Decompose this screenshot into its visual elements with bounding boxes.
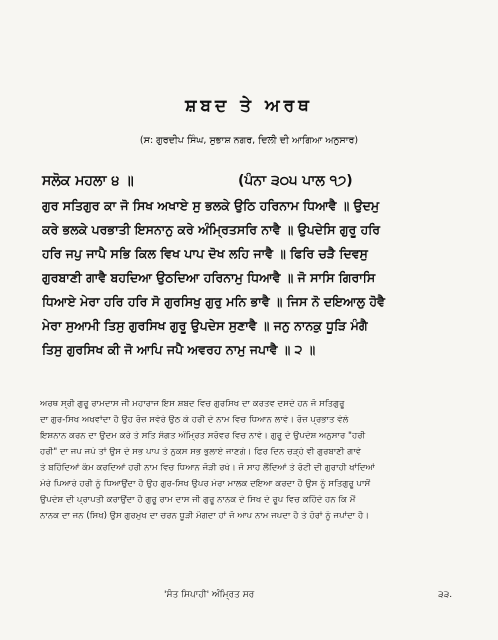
verse-line: ਕਰੇ ਭਲਕੇ ਪਰਭਾਤੀ ਇਸਨਾਨੁ ਕਰੇ ਅੰਮ੍ਰਿਤਸਰਿ ਨਾਵੈ ॥ ਉਪਦੇਸਿ ਗੁਰੂ ਹਰਿ (42, 222, 381, 237)
salok-header (42, 173, 462, 195)
meaning-line: ਮੇਰੇ ਪਿਆਰੇ ਹਰੀ ਨੂੰ ਧਿਆਉਂਦਾ ਹੈ ਉਹ ਗੁਰ-ਸਿਖ ਉਪਰ ਮੇਰਾ ਮਾਲਕ ਦਇਆ ਕਰਦਾ ਹੈ ਉਸ ਨੂੰ ਸਤਿਗੁਰੂ ਪਾਸੋਂ (40, 479, 371, 489)
verse-line: ਮੇਰਾ ਸੁਆਮੀ ਤਿਸੁ ਗੁਰਸਿਖ ਗੁਰੂ ਉਪਦੇਸ ਸੁਣਾਵੈ ॥ ਜਨੁ ਨਾਨਕੁ ਧੂੜਿ ਮੰਗੈ (42, 318, 368, 333)
page-number: ੩੩. (438, 590, 453, 600)
publication-footer: 'ਸੰਤ ਸਿਪਾਹੀ' ਅੰਮ੍ਰਿਤ ਸਰ (164, 590, 255, 600)
verse-line: ਗੁਰਬਾਣੀ ਗਾਵੈ ਬਹਦਿਆ ਉਠਦਿਆ ਹਰਿਨਾਮੁ ਧਿਆਵੈ ॥ ਜੋ ਸਾਸਿ ਗਿਰਾਸਿ (42, 270, 376, 285)
verse-line: ਗੁਰ ਸਤਿਗੁਰ ਕਾ ਜੋ ਸਿਖ ਅਖਾਏ ਸੁ ਭਲਕੇ ਉਠਿ ਹਰਿਨਾਮ ਧਿਆਵੈ ॥ ਉਦਮੁ (42, 198, 380, 213)
salok-label: ਸਲੋਕ ਮਹਲਾ ੪ ॥ (42, 173, 134, 189)
page-subtitle: (ਸ: ਗੁਰਦੀਪ ਸਿੰਘ, ਸੁਭਾਸ਼ ਨਗਰ, ਦਿਲੀ ਦੀ ਆਗਿਆ ਅਨੁਸਾਰ) (139, 135, 359, 146)
verse-line: ਤਿਸੁ ਗੁਰਸਿਖ ਕੀ ਜੋ ਆਪਿ ਜਪੈ ਅਵਰਹ ਨਾਮੁ ਜਪਾਵੈ ॥ ੨ ॥ (42, 342, 316, 357)
meaning-line: ਨਾਨਕ ਦਾ ਜਨ (ਸਿਖ) ਉਸ ਗੁਰਮੁਖ ਦਾ ਚਰਨ ਧੂੜੀ ਮੰਗਦਾ ਹਾਂ ਜੋ ਆਪ ਨਾਮ ਜਪਦਾ ਹੈ ਤੇ ਹੋਰਾਂ ਨੂੰ ਜਪਾਂਦਾ ਹੈ। (40, 511, 370, 521)
meaning-line: ਤੇ ਬਹਿੰਦਿਆਂ ਕੰਮ ਕਰਦਿਆਂ ਹਰੀ ਨਾਮ ਵਿਚ ਧਿਆਨ ਜੋੜੀ ਰਖੇ। ਜੋ ਸਾਹ ਲੈਂਦਿਆਂ ਤੇ ਰੋਟੀ ਦੀ ਗੁਰਾਹੀ ਖਾਂਦਿਆਂ (40, 463, 375, 473)
meaning-line: ਦਾ ਗੁਰ-ਸਿਖ ਅਖਵਾਂਦਾ ਹੈ ਉਹ ਰੋਜ਼ ਸਵੇਰੇ ਉਠ ਕੇ ਹਰੀ ਦੇ ਨਾਮ ਵਿਚ ਧਿਆਨ ਲਾਵੇ। ਰੋਜ਼ ਪ੍ਰਭਾਤ ਵੇਲੇ (40, 415, 349, 425)
verse-line: ਹਰਿ ਜਪੁ ਜਾਪੈ ਸਭਿ ਕਿਲ ਵਿਖ ਪਾਪ ਦੋਖ ਲਹਿ ਜਾਵੈ ॥ ਫਿਰਿ ਚੜੈ ਦਿਵਸੁ (42, 246, 368, 261)
meaning-line: ਉਪਦੇਸ਼ ਦੀ ਪ੍ਰਾਪਤੀ ਕਰਾਉਂਦਾ ਹੈ ਗੁਰੂ ਰਾਮ ਦਾਸ ਜੀ ਗੁਰੂ ਨਾਨਕ ਦੇ ਸਿਖ ਦੇ ਰੂਪ ਵਿਚ ਕਹਿੰਦੇ ਹਨ ਕਿ ਮੈਂ (40, 495, 356, 505)
meaning-line: ਅਰਥ ਸ੍ਰੀ ਗੁਰੂ ਰਾਮਦਾਸ ਜੀ ਮਹਾਰਾਜ ਇਸ ਸ਼ਬਦ ਵਿਚ ਗੁਰਸਿਖ ਦਾ ਕਰਤਵ ਦਸਦੇ ਹਨ ਜੋ ਸਤਿਗੁਰੂ (40, 399, 345, 409)
meaning-line: ਇਸ਼ਨਾਨ ਕਰਨ ਦਾ ਉਦਮ ਕਰੇ ਤੇ ਸਤਿ ਸੰਗਤ ਅੰਮ੍ਰਿਤ ਸਰੋਵਰ ਵਿਚ ਨਾਵੇ। ਗੁਰੂ ਦੇ ਉਪਦੇਸ਼ ਅਨੁਸਾਰ "ਹਰੀ (40, 431, 366, 441)
verse-line: ਧਿਆਏ ਮੇਰਾ ਹਰਿ ਹਰਿ ਸੋ ਗੁਰਸਿਖੁ ਗੁਰੁ ਮਨਿ ਭਾਵੈ ॥ ਜਿਸ ਨੋ ਦਇਆਲੁ ਹੋਵੈ (42, 294, 385, 309)
page-title: ਸ਼ਬਦ ਤੇ ਅਰਥ (185, 96, 313, 116)
meaning-line: ਹਰੀ" ਦਾ ਜਪ ਜਪੇ ਤਾਂ ਉਸ ਦੇ ਸਭ ਪਾਪ ਤੇ ਨੁਕਸ ਸਭ ਭੁਲਾਏ ਜਾਣਗੇ। ਫਿਰ ਦਿਨ ਚੜ੍ਹੇ ਵੀ ਗੁਰਬਾਣੀ ਗਾਵੇ (40, 447, 362, 457)
page-reference: (ਪੰਨਾ ੩੦੫ ਪਾਲ ੧੭) (238, 173, 353, 189)
